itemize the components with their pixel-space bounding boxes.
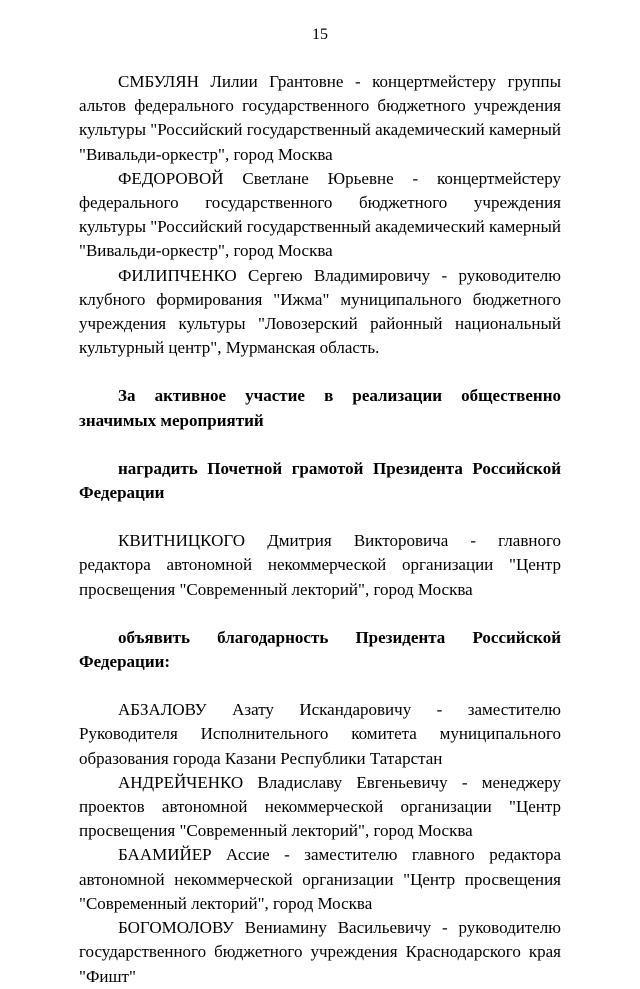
award-entry: СМБУЛЯН Лилии Грантовне - концертмейстеру группы альтов федерального государственного бюджетного учреждения культуры "Российский государственный академический камерный "Вивальди-оркестр", город Москва	[79, 72, 561, 164]
spacer	[79, 505, 561, 529]
spacer	[79, 602, 561, 626]
award-entry: БОГОМОЛОВУ Вениамину Васильевичу - руководителю государственного бюджетного учреждения Краснодарского края "Фишт"	[79, 918, 561, 986]
section-heading: наградить Почетной грамотой Президента Российской Федерации	[79, 458, 561, 503]
award-entry: АНДРЕЙЧЕНКО Владиславу Евгеньевичу - менеджеру проектов автономной некоммерческой организации "Центр просвещения "Современный лекторий", город Москва	[79, 772, 561, 841]
spacer	[79, 674, 561, 698]
document-body	[79, 70, 561, 989]
award-entry: ФЕДОРОВОЙ Светлане Юрьевне - концертмейстеру федерального государственного бюджетного учреждения культуры "Российский государственный академический камерный "Вивальди-оркестр", город Москва	[79, 168, 561, 261]
section-heading: За активное участие в реализации общественно значимых мероприятий	[79, 386, 561, 430]
spacer	[79, 360, 561, 384]
page-number: 15	[312, 26, 328, 43]
section-heading: объявить благодарность Президента Российской Федерации:	[79, 627, 561, 672]
award-entry: БААМИЙЕР Ассие - заместителю главного редактора автономной некоммерческой организации "Центр просвещения "Современный лекторий", город Москва	[79, 845, 561, 913]
spacer	[79, 433, 561, 457]
award-entry: КВИТНИЦКОГО Дмитрия Викторовича - главного редактора автономной некоммерческой организации "Центр просвещения "Современный лекторий", город Москва	[79, 531, 561, 599]
award-entry: ФИЛИПЧЕНКО Сергею Владимировичу - руководителю клубного формирования "Ижма" муниципального бюджетного учреждения культуры "Ловозерский районный национальный культурный центр", Мурманская область.	[79, 265, 561, 358]
award-entry: АБЗАЛОВУ Азату Искандаровичу - заместителю Руководителя Исполнительного комитета муниципального образования города Казани Республики Татарстан	[79, 700, 561, 768]
